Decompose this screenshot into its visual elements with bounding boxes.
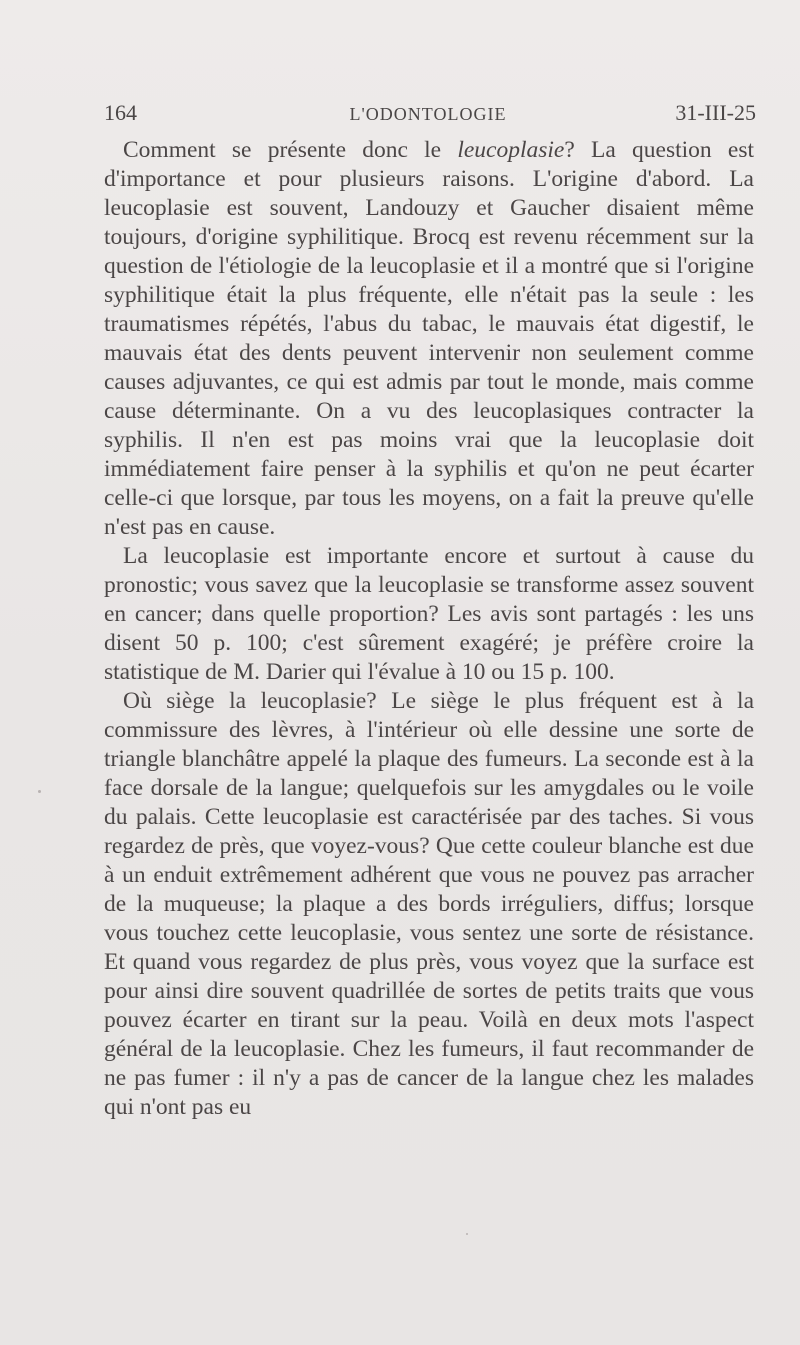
paragraph-3: Où siège la leucoplasie? Le siège le plus fréquent est à la commissure des lèvres, à l'intérieur où elle dessine une sorte de triangle blanchâtre appelé la plaque des fumeurs. La seconde est à la face dorsale de la langue; quelquefois sur les amygdales ou le voile du palais. Cette leucoplasie est caractérisée par des taches. Si vous regardez de près, que voyez-vous? Que cette couleur blanche est due à un enduit extrêmement adhérent que vous ne pouvez pas arracher de la muqueuse; la plaque a des bords irréguliers, diffus; lorsque vous touchez cette leucoplasie, vous sentez une sorte de résistance. Et quand vous regardez de plus près, vous voyez que la surface est pour ainsi dire souvent quadrillée de sortes de petits traits que vous pouvez écarter en tirant sur la peau. Voilà en deux mots l'aspect général de la leucoplasie. Chez les fumeurs, il faut recommander de ne pas fumer : il n'y a pas de cancer de la langue chez les malades qui n'ont pas eu: [104, 688, 754, 1120]
issue-date: 31-III-25: [675, 100, 756, 125]
body-text: [104, 136, 754, 1122]
running-header: [104, 98, 756, 128]
paragraph-1-rest: ? La question est d'importance et pour plusieurs raisons. L'origine d'abord. La leucoplasie est souvent, Landouzy et Gaucher disaient même toujours, d'origine syphilitique. Brocq est revenu récemment sur la question de l'étiologie de la leucoplasie et il a montré que si l'origine syphilitique était la plus fréquente, elle n'était pas la seule : les traumatismes répétés, l'abus du tabac, le mauvais état digestif, le mauvais état des dents peuvent intervenir non seulement comme causes adjuvantes, ce qui est admis par tout le monde, mais comme cause déterminante. On a vu des leucoplasiques contracter la syphilis. Il n'en est pas moins vrai que la leucoplasie doit immédiatement faire penser à la syphilis et qu'on ne peut écarter celle-ci que lorsque, par tous les moyens, on a fait la preuve qu'elle n'est pas en cause.: [104, 137, 754, 540]
italic-term: leucoplasie: [457, 137, 565, 163]
paper-speck: [466, 1233, 468, 1235]
paragraph-1: [104, 136, 754, 542]
paragraph-2: La leucoplasie est importante encore et surtout à cause du pronostic; vous savez que la leucoplasie se transforme assez souvent en cancer; dans quelle proportion? Les avis sont partagés : les uns disent 50 p. 100; c'est sûrement exagéré; je préfère croire la statistique de M. Darier qui l'évalue à 10 ou 15 p. 100.: [104, 543, 754, 685]
page-number: 164: [104, 100, 137, 125]
paragraph-1-lead: Comment se présente donc le: [123, 137, 458, 163]
journal-title: L'ODONTOLOGIE: [349, 104, 507, 124]
paper-speck: [38, 790, 41, 793]
